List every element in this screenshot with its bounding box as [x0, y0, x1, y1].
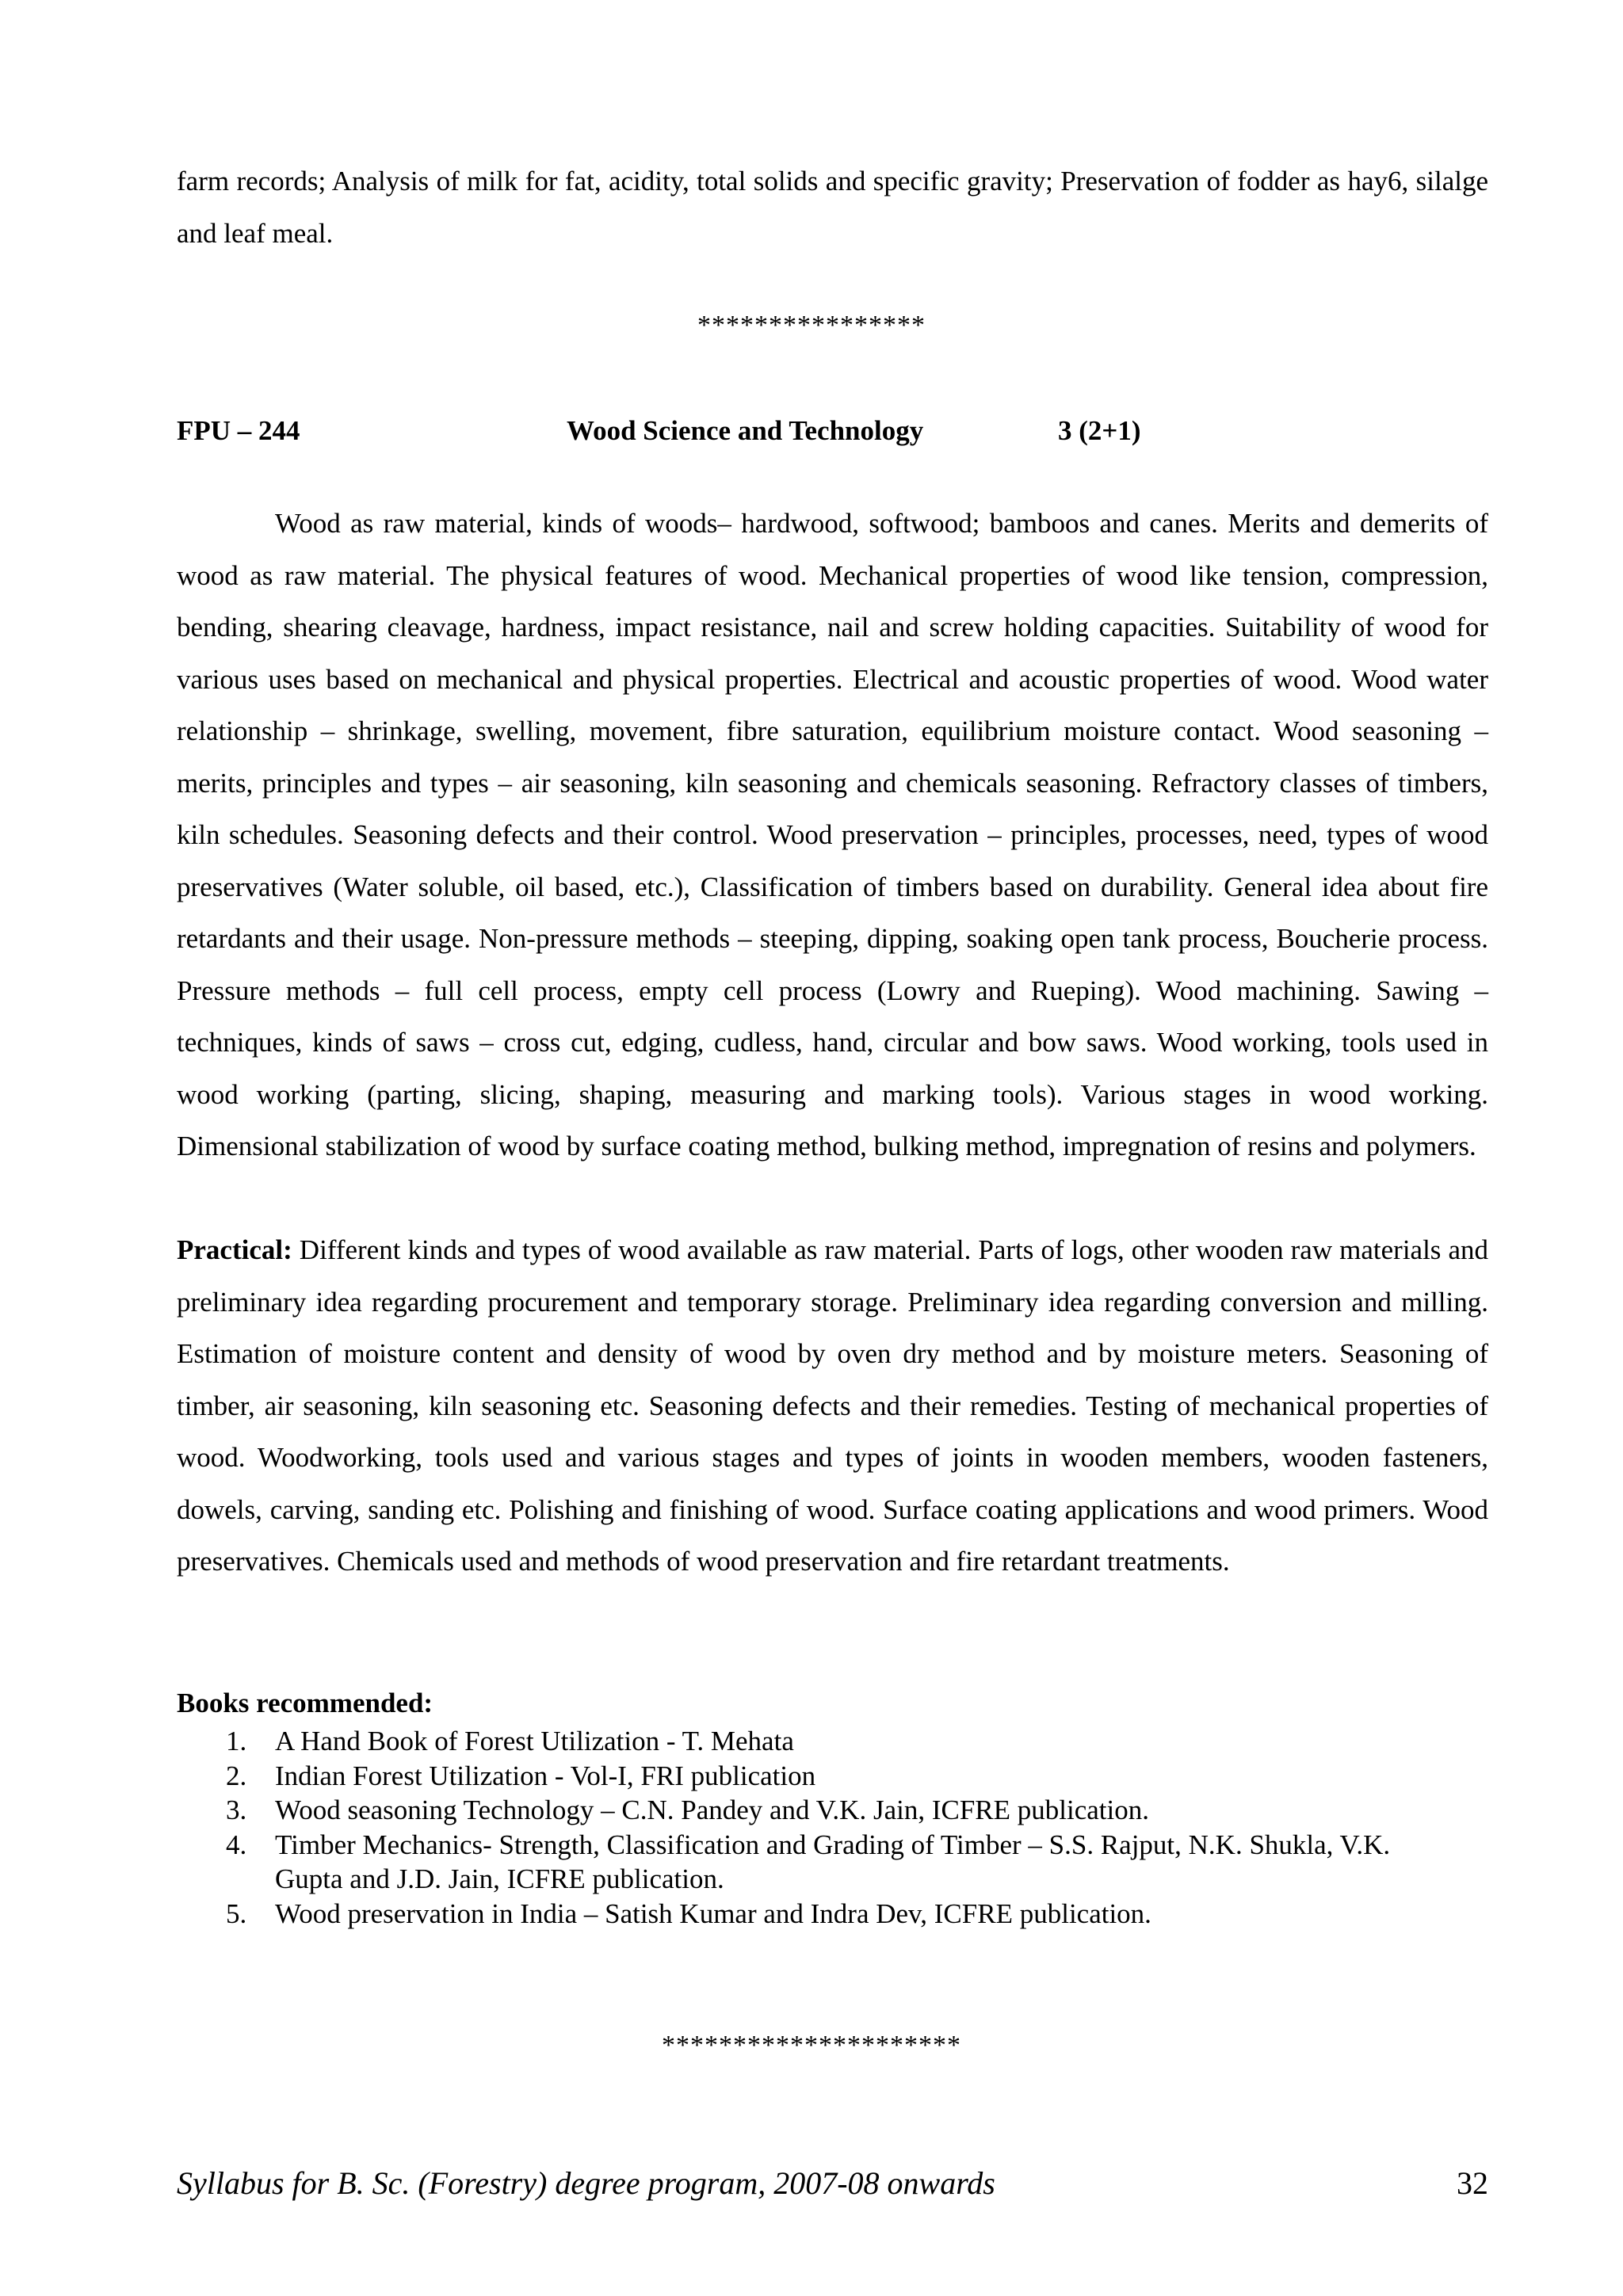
course-credits: 3 (2+1): [1058, 415, 1141, 446]
practical-paragraph: [177, 1224, 1488, 1588]
book-text: Timber Mechanics- Strength, Classification and Grading of Timber – S.S. Rajput, N.K. Shukla, V.K. Gupta and J.D. Jain, ICFRE publication.: [275, 1829, 1391, 1894]
books-list: [177, 1724, 1488, 1931]
book-number: 2.: [226, 1760, 247, 1791]
page-number: 32: [1457, 2165, 1488, 2201]
theory-paragraph: Wood as raw material, kinds of woods– hardwood, softwood; bamboos and canes. Merits and demerits of wood as raw material. The physical features of wood. Mechanical properties of wood like tension, compression, bending, shearing cleavage, hardness, impact resistance, nail and screw holding capacities. Suitability of wood for various uses based on mechanical and physical properties. Electrical and acoustic properties of wood. Wood water relationship – shrinkage, swelling, movement, fibre saturation, equilibrium moisture contact. Wood seasoning – merits, principles and types – air seasoning, kiln seasoning and chemicals seasoning. Refractory classes of timbers, kiln schedules. Seasoning defects and their control. Wood preservation – principles, processes, need, types of wood preservatives (Water soluble, oil based, etc.), Classification of timbers based on durability. General idea about fire retardants and their usage. Non-pressure methods – steeping, dipping, soaking open tank process, Boucherie process. Pressure methods – full cell process, empty cell process (Lowry and Rueping). Wood machining. Sawing – techniques, kinds of saws – cross cut, edging, cudless, hand, circular and bow saws. Wood working, tools used in wood working (parting, slicing, shaping, measuring and marking tools). Various stages in wood working. Dimensional stabilization of wood by surface coating method, bulking method, impregnation of resins and polymers.: [177, 508, 1488, 1161]
course-title: Wood Science and Technology: [567, 415, 924, 446]
practical-label: Practical:: [177, 1234, 292, 1265]
course-heading: [177, 415, 1488, 455]
book-item: [177, 1793, 1488, 1828]
separator: *********************: [662, 2031, 961, 2060]
top-paragraph: farm records; Analysis of milk for fat, acidity, total solids and specific gravity; Preservation of fodder as hay6, silalge and leaf meal.: [177, 166, 1488, 249]
book-text: Indian Forest Utilization - Vol-I, FRI publication: [275, 1760, 816, 1791]
book-number: 1.: [226, 1726, 247, 1756]
book-text: Wood seasoning Technology – C.N. Pandey and V.K. Jain, ICFRE publication.: [275, 1794, 1149, 1825]
footer-text: Syllabus for B. Sc. (Forestry) degree program, 2007-08 onwards: [177, 2165, 995, 2201]
books-title: Books recommended:: [177, 1688, 433, 1718]
practical-text: Different kinds and types of wood available as raw material. Parts of logs, other wooden raw materials and preliminary idea regarding procurement and temporary storage. Preliminary idea regarding conversion and milling. Estimation of moisture content and density of wood by oven dry method and by moisture meters. Seasoning of timber, air seasoning, kiln seasoning etc. Seasoning defects and their remedies. Testing of mechanical properties of wood. Woodworking, tools used and various stages and types of joints in wooden members, wooden fasteners, dowels, carving, sanding etc. Polishing and finishing of wood. Surface coating applications and wood primers. Wood preservatives. Chemicals used and methods of wood preservation and fire retardant treatments.: [177, 1234, 1488, 1577]
separator: ****************: [697, 311, 926, 340]
page-footer: [177, 2164, 1488, 2202]
book-item: [177, 1759, 1488, 1794]
book-number: 3.: [226, 1794, 247, 1825]
book-text: Wood preservation in India – Satish Kumar and Indra Dev, ICFRE publication.: [275, 1897, 1151, 1929]
book-number: 4.: [226, 1829, 247, 1860]
book-item: [177, 1897, 1488, 1932]
book-item: [177, 1724, 1488, 1759]
book-item: [177, 1828, 1488, 1897]
book-text: A Hand Book of Forest Utilization - T. Mehata: [275, 1726, 794, 1756]
book-number: 5.: [226, 1897, 247, 1929]
course-code: FPU – 244: [177, 415, 300, 446]
